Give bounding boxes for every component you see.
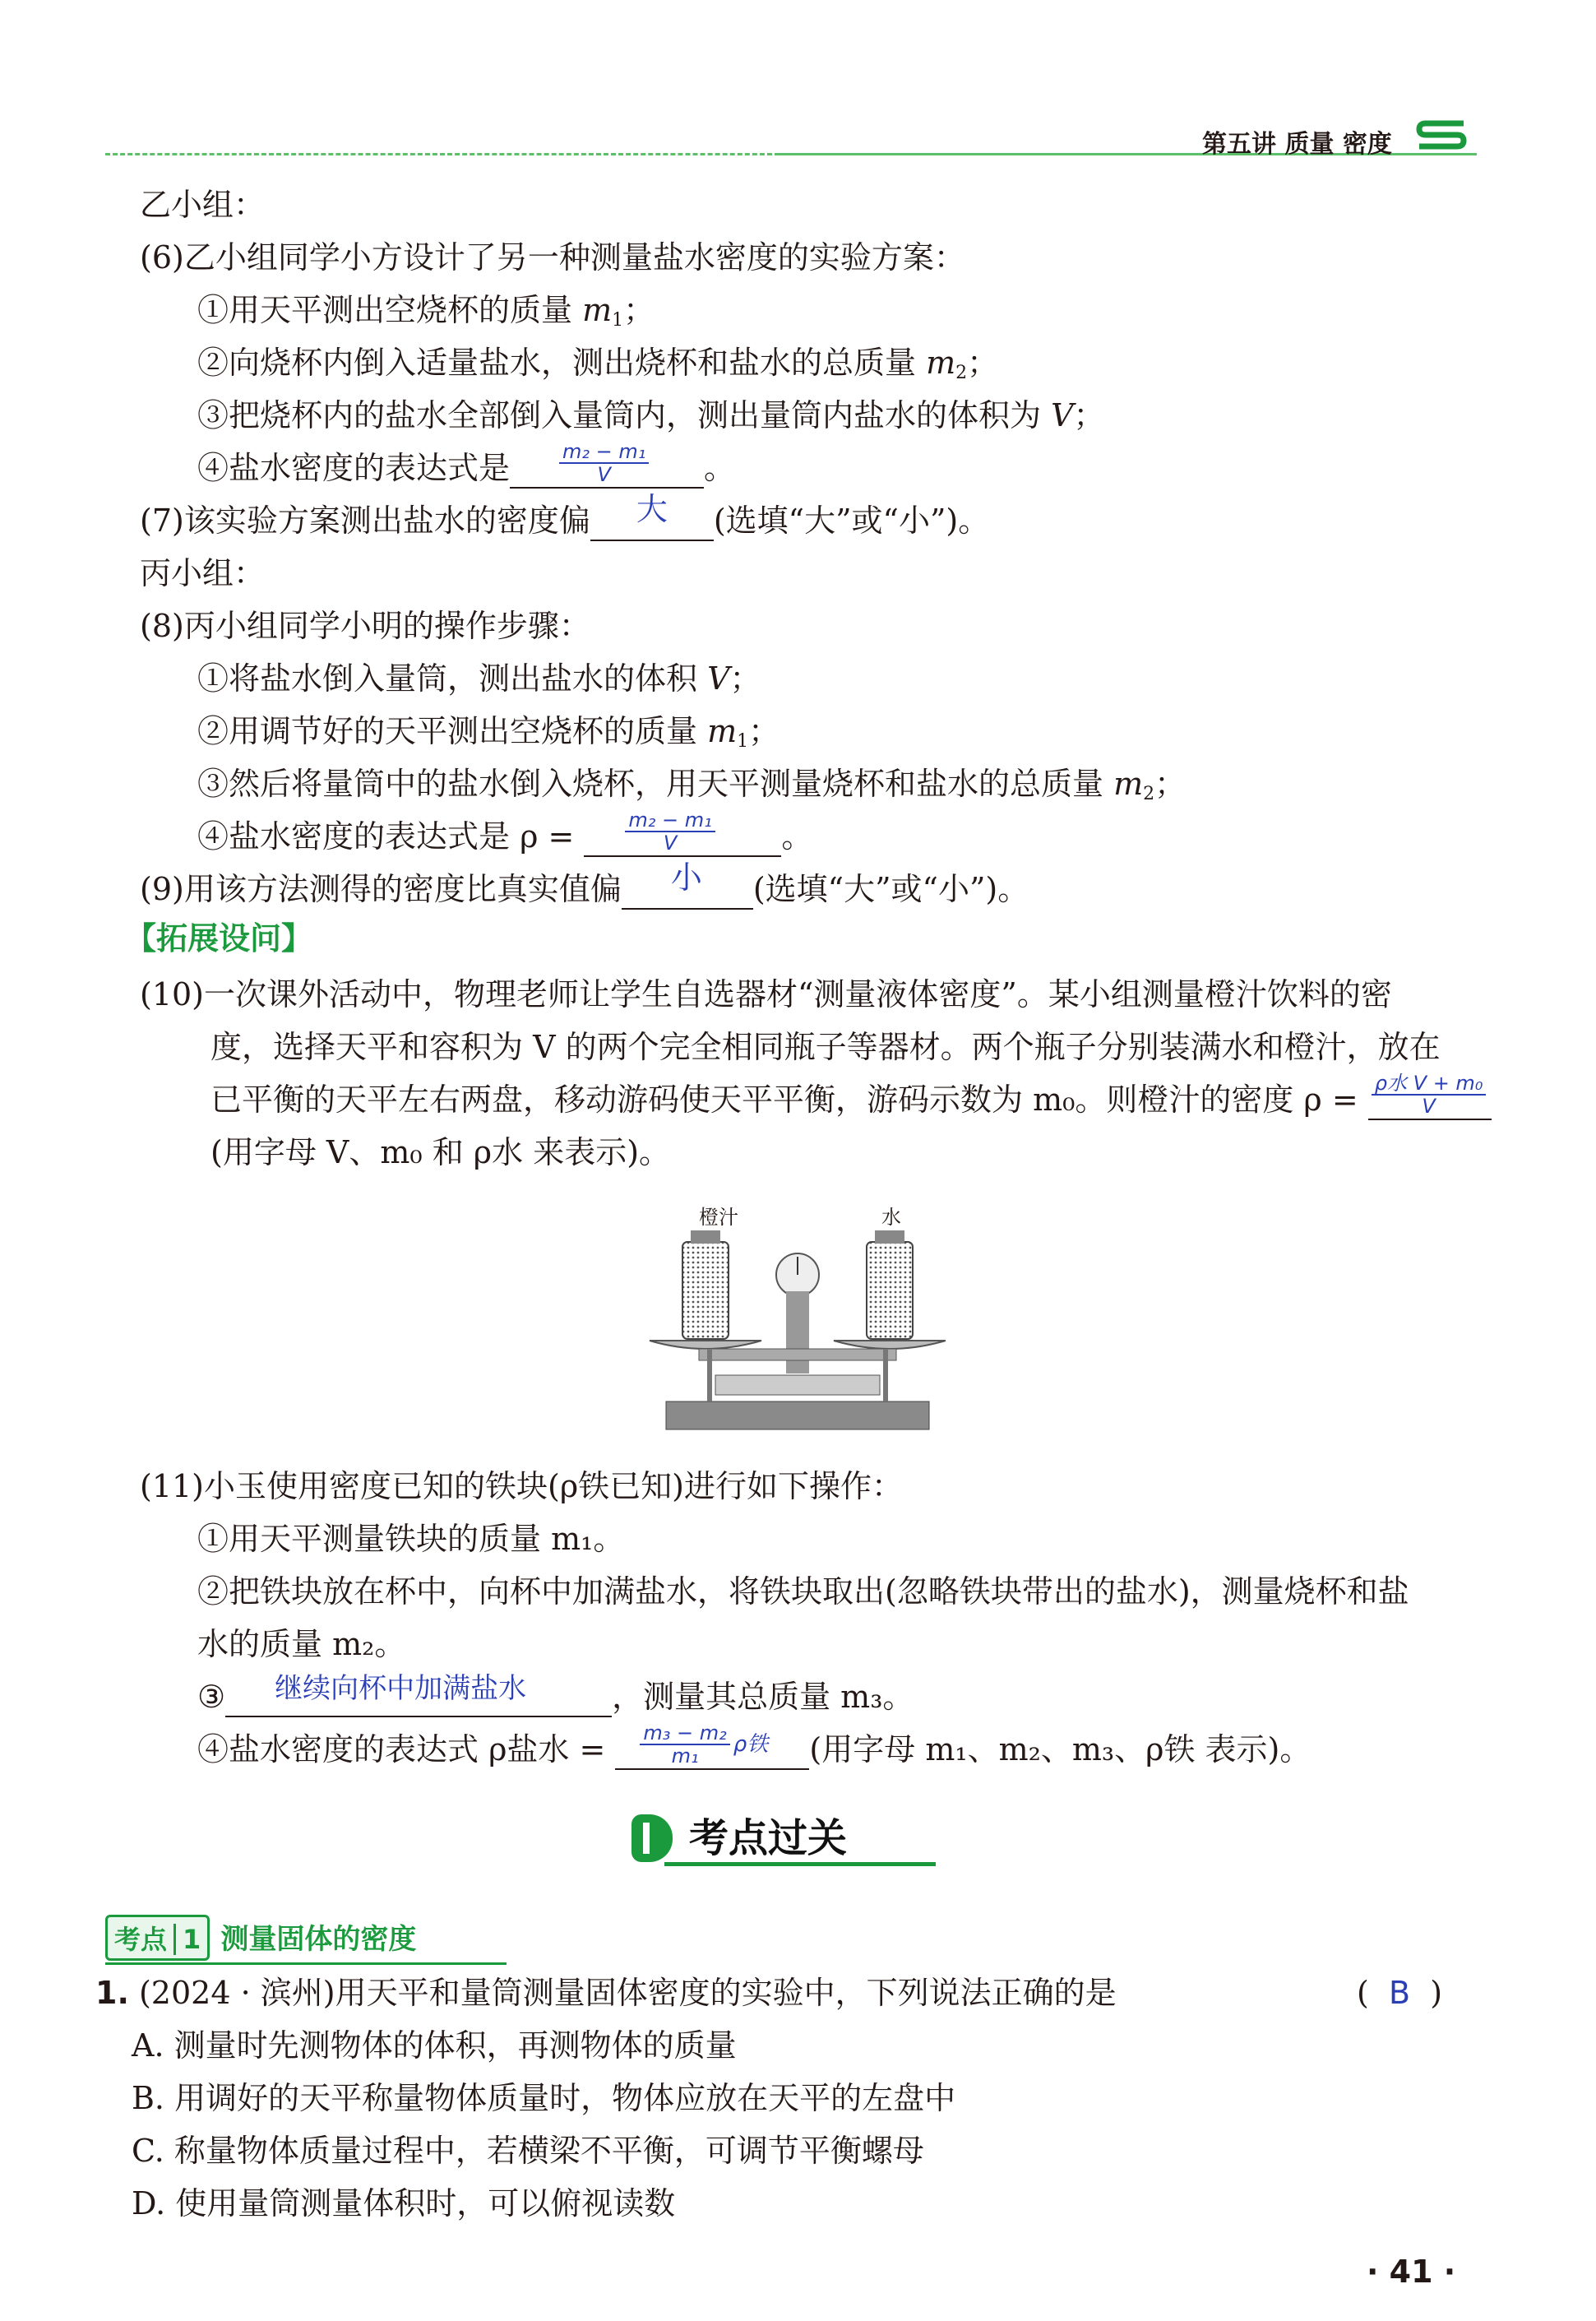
question-10-line-4: (用字母 V、m₀ 和 ρ水 来表示)。 [210,1134,671,1170]
question-9: (9)用该方法测得的密度比真实值偏 小 (选填“大”或“小”)。 [140,870,1029,910]
figure-label-orange-juice: 橙汁 [699,1206,738,1229]
section-title: 考点过关 [689,1815,848,1861]
question-6: (6)乙小组同学小方设计了另一种测量盐水密度的实验方案： [140,239,965,276]
header-dashed-line [105,153,779,155]
section-underline [664,1862,936,1866]
group-b-step-2: ②向烧杯内倒入适量盐水，测出烧杯和盐水的总质量 $m_2$； [197,345,999,383]
mcq-option-a: A. 测量时先测物体的体积，再测物体的质量 [132,2027,737,2064]
page-number: · 41 · [1367,2254,1456,2290]
group-c-step-4: ④盐水密度的表达式是 ρ = $\frac{\text{m₂ − m₁}}{V}$ 。 [197,818,812,857]
question-8: (8)丙小组同学小明的操作步骤： [140,608,590,644]
question-11-step-1: ①用天平测量铁块的质量 m₁。 [197,1521,625,1557]
question-11-line-1: (11)小玉使用密度已知的铁块(ρ铁已知)进行如下操作： [140,1468,903,1504]
question-10-line-1: (10)一次课外活动中，物理老师让学生自选器材“测量液体密度”。某小组测量橙汁饮料的密 [140,976,1392,1012]
mcq-option-c: C. 称量物体质量过程中，若横梁不平衡，可调节平衡螺母 [132,2133,924,2169]
group-b-step-3: ③把烧杯内的盐水全部倒入量筒内，测出量筒内盐水的体积为 V； [197,397,1105,433]
question-11-step-3: ③ 继续向杯中加满盐水 ，测量其总质量 m₃。 [197,1678,914,1717]
mcq-option-d: D. 使用量筒测量体积时，可以俯视读数 [132,2185,676,2221]
header-title: 第五讲 质量 密度 [1202,130,1392,159]
answer-q9: 小 [670,859,702,896]
extend-heading: 【拓展设问】 [125,920,313,957]
figure-label-water: 水 [881,1206,901,1229]
group-b-step-1: ①用天平测出空烧杯的质量 $m_1$； [197,292,655,331]
answer-q7: 大 [636,491,668,527]
mcq-option-b: B. 用调好的天平称量物体质量时，物体应放在天平的左盘中 [132,2080,956,2116]
group-b-step-4: ④盐水密度的表达式是 $\frac{\text{m₂ − m₁}}{V}$ 。 [197,449,735,489]
group-b-title: 乙小组： [140,187,266,223]
balance-figure [641,1201,954,1439]
point-badge: 考点 1 [105,1915,210,1961]
point-heading [105,1915,507,1965]
question-11-step-2-line-1: ②把铁块放在杯中，向杯中加满盐水，将铁块取出(忽略铁块带出的盐水)，测量烧杯和盐 [197,1573,1409,1610]
question-7: (7)该实验方案测出盐水的密度偏 大 (选填“大”或“小”)。 [140,502,989,541]
mcq-answer-bracket: ( B ) [1357,1975,1443,2011]
section-title-bar [631,1814,936,1865]
question-10-line-3: 已平衡的天平左右两盘，移动游码使天平平衡，游码示数为 m₀。则橙汁的密度 ρ = ρ水 V + m₀ V [210,1081,1492,1120]
question-10-line-2: 度，选择天平和容积为 V 的两个完全相同瓶子等器材。两个瓶子分别装满水和橙汁，放在 [210,1029,1441,1065]
point-title: 测量固体的密度 [220,1923,417,1956]
mcq-number: 1. [95,1975,129,2011]
mcq-stem: (2024 · 滨州)用天平和量筒测量固体密度的实验中，下列说法正确的是 [138,1975,1117,2011]
question-11-step-2-line-2: 水的质量 m₂。 [197,1626,406,1662]
mcq-answer: B [1388,1975,1411,2011]
group-c-title: 丙小组： [140,555,266,591]
section-icon [631,1814,673,1862]
question-11-step-4: ④盐水密度的表达式 ρ盐水 = $\frac{\text{m₃ − m₂}}{\text{m₁}}$ ρ铁 (用字母 m₁、m₂、m₃、ρ铁 表示)。 [197,1730,1311,1770]
balance-illustration [641,1225,954,1439]
group-c-step-1: ①将盐水倒入量筒，测出盐水的体积 V； [197,660,761,697]
header-logo-icon [1414,117,1470,156]
group-c-step-2: ②用调节好的天平测出空烧杯的质量 $m_1$； [197,713,780,752]
mcq-1 [95,1974,1469,2012]
group-c-step-3: ③然后将量筒中的盐水倒入烧杯，用天平测量烧杯和盐水的总质量 $m_2$； [197,766,1187,804]
answer-q11-step-3: 继续向杯中加满盐水 [275,1672,527,1705]
